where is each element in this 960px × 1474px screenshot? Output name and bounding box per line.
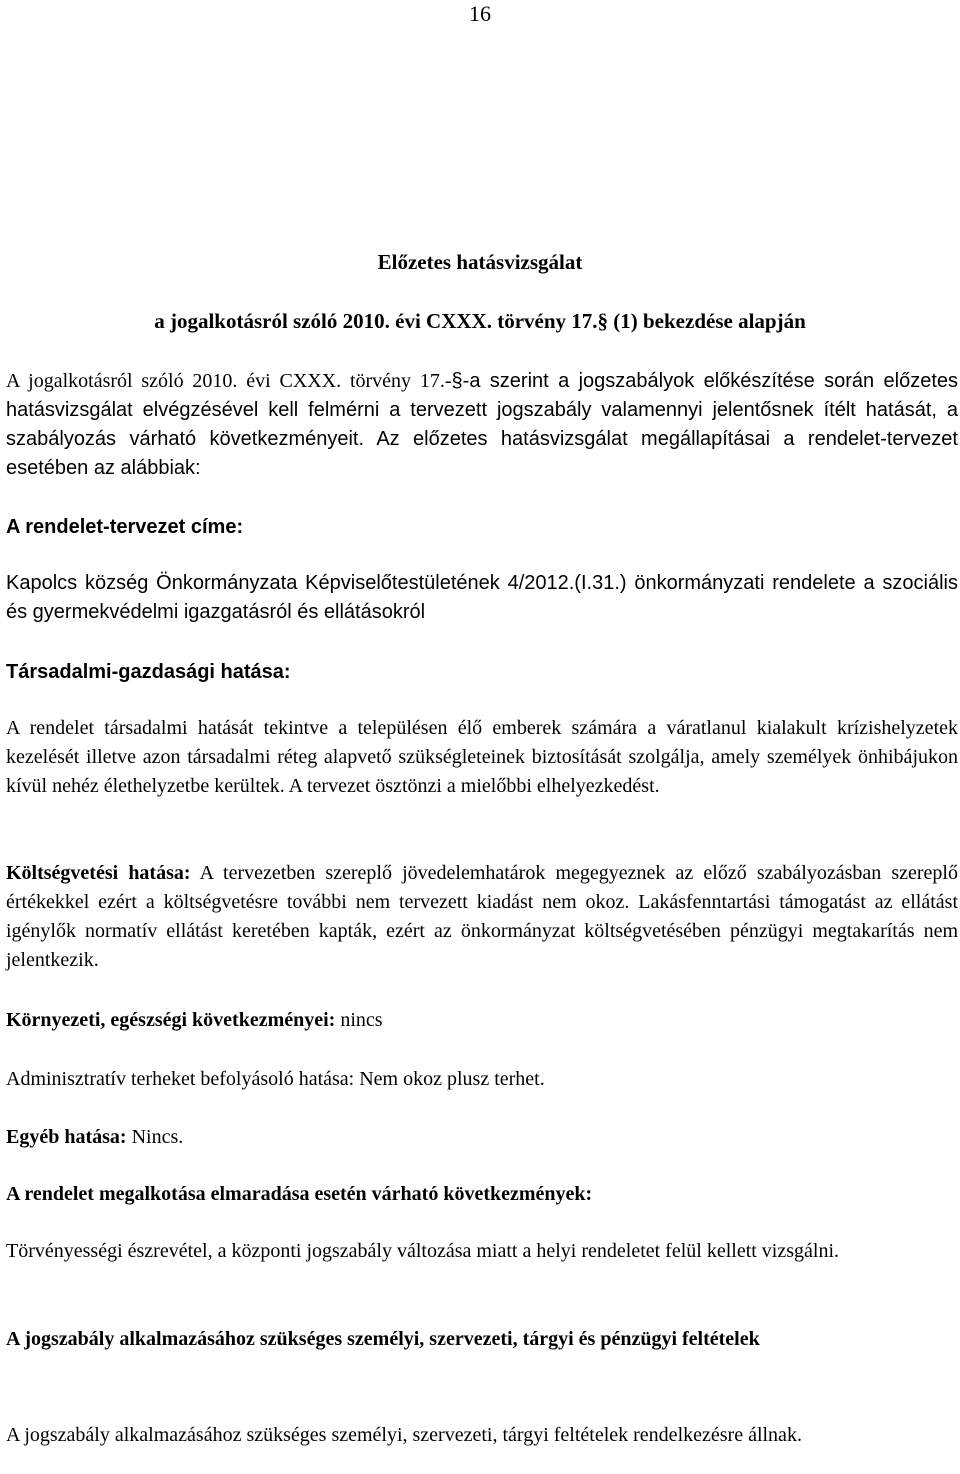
document-title: Előzetes hatásvizsgálat — [377, 250, 583, 274]
conditions-paragraph: A jogszabály alkalmazásához szükséges személyi, szervezeti, tárgyi feltételek rendelkezésre állnak. — [6, 1424, 802, 1446]
admin-paragraph: Adminisztratív terheket befolyásoló hatása: Nem okoz plusz terhet. — [6, 1068, 545, 1090]
other-paragraph — [6, 1123, 958, 1152]
other-text: Nincs. — [126, 1126, 184, 1148]
intro-text-sans: §-a szerint a jogszabályok előkészítése során előzetes hatásvizsgálat elvégzésével kell felmérni a tervezett jogszabály valamennyi jelentősnek ítélt hatását, a szabályozás várható következményeit. Az előzetes hatásvizsgálat megállapításai a rendelet-tervezet esetében az alábbiak: — [6, 370, 958, 479]
intro-text-serif: A jogalkotásról szóló 2010. évi CXXX. törvény 17.- — [6, 370, 452, 392]
budget-label: Költségvetési hatása: — [6, 862, 191, 884]
title-heading: A rendelet-tervezet címe: — [6, 516, 244, 538]
environment-text: nincs — [335, 1009, 383, 1031]
other-label: Egyéb hatása: — [6, 1126, 127, 1148]
consequence-heading: A rendelet megalkotása elmaradása esetén várható következmények: — [6, 1183, 593, 1205]
social-paragraph: A rendelet társadalmi hatását tekintve a településen élő emberek számára a váratlanul kialakult krízishelyzetek kezelését illetve azon társadalmi réteg alapvető szükségleteinek biztosítását szolgálja, amely személyek önhibájukon kívül nehéz élethelyzetbe kerültek. A tervezet ösztönzi a mielőbbi elhelyezkedést. — [6, 717, 958, 797]
environment-paragraph — [6, 1006, 958, 1035]
consequence-paragraph: Törvényességi észrevétel, a központi jogszabály változása miatt a helyi rendeletet felül kellett vizsgálni. — [6, 1240, 840, 1262]
intro-paragraph — [6, 367, 958, 483]
environment-label: Környezeti, egészségi következményei: — [6, 1009, 336, 1031]
budget-text: A tervezetben szereplő jövedelemhatárok megegyeznek az előző szabályozásban szereplő értékekkel ezért a költségvetésre további nem tervezett kiadást nem okoz. Lakásfenntartási támogatást az ellátást igénylők normatív ellátást keretében kapták, ezért az önkormányzat költségvetésében pénzügyi megtakarítás nem jelentkezik. — [6, 862, 958, 971]
social-heading: Társadalmi-gazdasági hatása: — [6, 661, 291, 683]
page-number: 16 — [469, 1, 491, 26]
budget-paragraph — [6, 859, 958, 975]
document-subtitle: a jogalkotásról szóló 2010. évi CXXX. törvény 17.§ (1) bekezdése alapján — [154, 309, 806, 333]
conditions-heading: A jogszabály alkalmazásához szükséges személyi, szervezeti, tárgyi és pénzügyi feltételek — [6, 1328, 760, 1350]
title-text: Kapolcs község Önkormányzata Képviselőtestületének 4/2012.(I.31.) önkormányzati rendelete a szociális és gyermekvédelmi igazgatásról és ellátásokról — [6, 572, 958, 623]
